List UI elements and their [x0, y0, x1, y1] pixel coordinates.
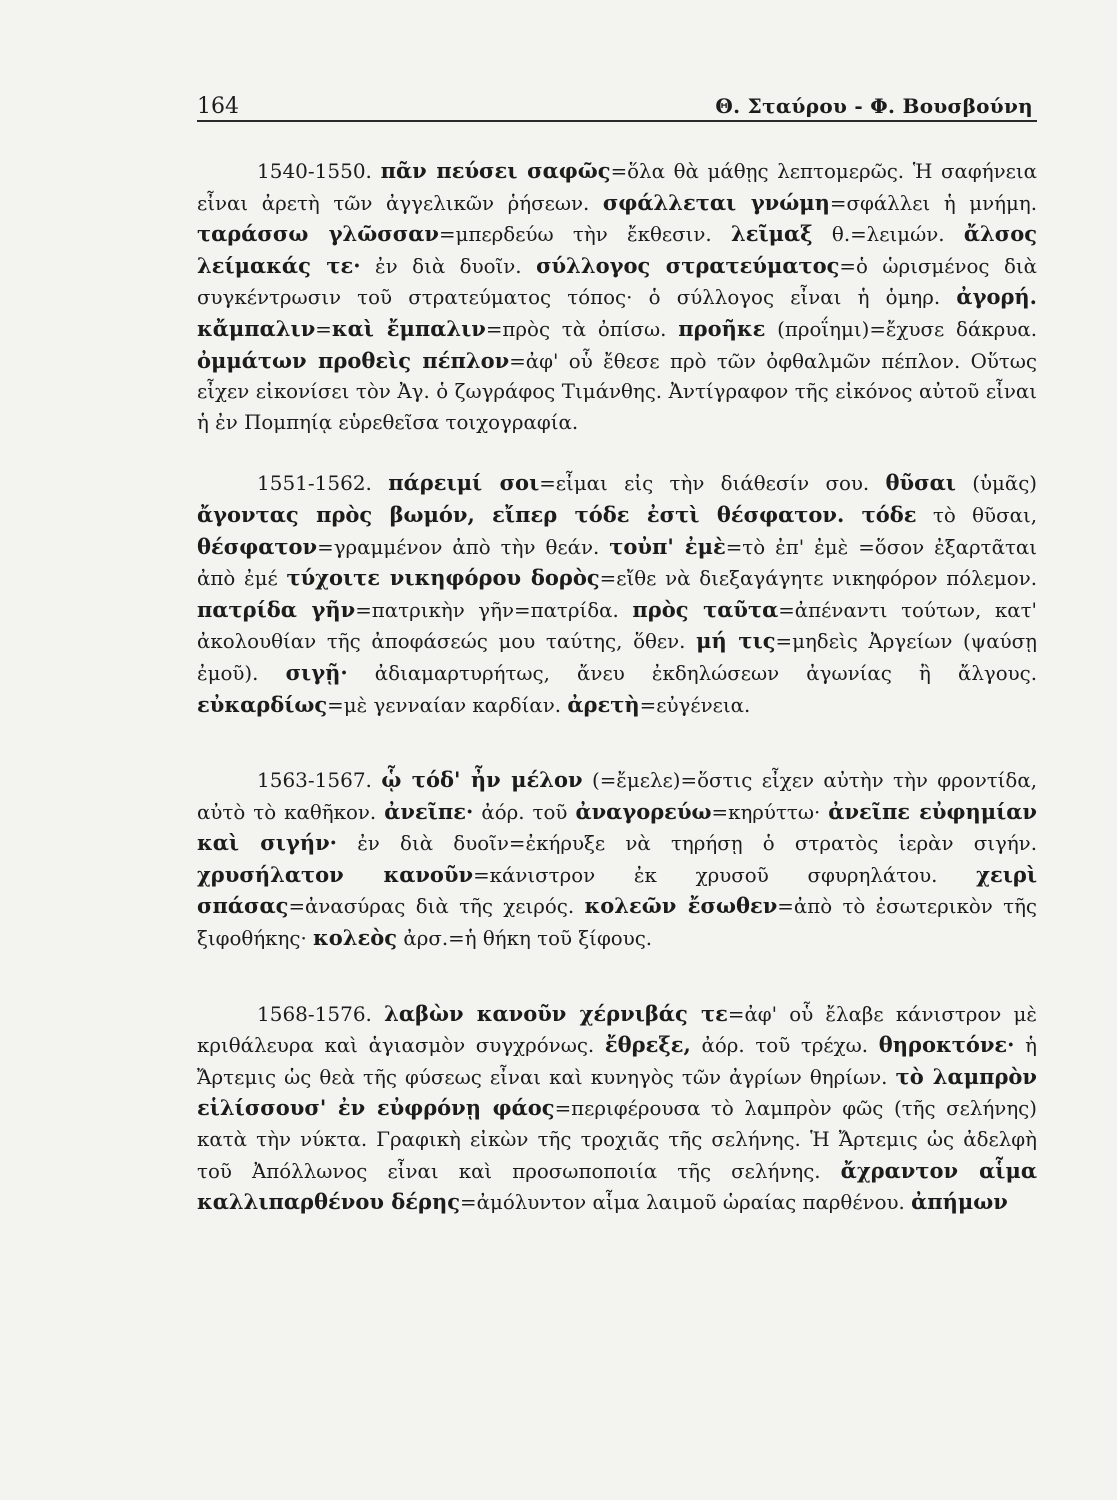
gloss: =ἀνασύρας διὰ τῆς χειρός. — [288, 895, 585, 919]
gloss: (ὑμᾶς) — [955, 472, 1038, 496]
gloss: ἡ Ἄρτεμις ὡς θεὰ τῆς φύσεως εἶναι καὶ κυνηγὸς τῶν ἀγρίων θηρίων. — [197, 1034, 1037, 1089]
gloss: ἀδιαμαρτυρήτως, ἄνευ ἐκδηλώσεων ἀγωνίας ἢ ἄλγους. — [347, 661, 1037, 685]
lemma: σύλλογος στρατεύματος — [536, 252, 840, 278]
commentary-paragraph — [197, 765, 1037, 955]
line-reference: 1540-1550. — [257, 159, 372, 183]
lemma: πρὸς ταῦτα — [632, 596, 779, 622]
lemma: λεῖμαξ — [731, 221, 813, 247]
lemma: ᾧ τόδ' ἦν μέλον — [381, 767, 583, 793]
lemma: ἀνεῖπε· — [384, 798, 474, 824]
lemma: ἀνεῖπε εὐφημίαν καὶ σιγήν· — [197, 798, 1037, 856]
running-head: Θ. Σταύρου - Φ. Βουσβούνη — [715, 94, 1033, 118]
lemma: θῦσαι — [885, 470, 956, 496]
lemma: κολεῶν ἔσωθεν — [584, 893, 778, 919]
gloss: =σφάλλει ἡ μνήμη. — [829, 191, 1037, 215]
lemma: τύχοιτε νικηφόρου δορὸς — [286, 565, 600, 591]
lemma: κολεὸς — [313, 925, 398, 951]
lemma: τὸ λαμπρὸν εἱλίσσουσ' ἐν εὐφρόνῃ φάος — [197, 1063, 1037, 1121]
gloss: =ἀφ' οὗ ἔθεσε πρὸ τῶν ὀφθαλμῶν πέπλον. Οὕτως εἶχεν εἰκονίσει τὸν Ἀγ. ὁ ζωγράφος Τιμάνθης. Ἀντίγραφον τῆς εἰκόνος αὐτοῦ εἶναι ἡ ἐν Πομπηίᾳ εὑρεθεῖσα τοιχογραφία. — [197, 349, 1037, 434]
page-header — [197, 86, 1037, 122]
gloss: =κάνιστρον ἐκ χρυσοῦ σφυρηλάτου. — [473, 863, 977, 887]
lemma: ἀναγορεύω — [575, 798, 712, 824]
lemma: ταράσσω γλῶσσαν — [197, 221, 439, 247]
lemma: ἔθρεξε, — [604, 1032, 691, 1058]
lemma: εὐκαρδίως — [197, 691, 328, 717]
lemma: πᾶν πεύσει σαφῶς — [380, 158, 611, 183]
gloss: =ἀπέναντι τούτων, κατ' ἀκολουθίαν τῆς ἀποφάσεώς μου ταύτης, ὅθεν. — [197, 598, 1037, 654]
commentary-body — [197, 156, 1037, 1219]
commentary-paragraph — [197, 468, 1037, 721]
gloss: =εὐγένεια. — [639, 693, 751, 717]
gloss: =περιφέρουσα τὸ λαμπρὸν φῶς (τῆς σελήνης) κατὰ τὴν νύκτα. Γραφικὴ εἰκὼν τῆς τροχιᾶς τῆς σελήνης. Ἡ Ἄρτεμις ὡς ἀδελφὴ τοῦ Ἀπόλλωνος εἶναι καὶ προσωποποιία τῆς σελήνης. — [197, 1097, 1037, 1183]
gloss: =πρὸς τὰ ὀπίσω. — [485, 317, 679, 341]
gloss: (=ἔμελε)=ὅστις εἶχεν αὐτὴν τὴν φροντίδα, αὐτὸ τὸ καθῆκον. — [197, 769, 1037, 824]
lemma: τοὐπ' ἐμὲ — [609, 533, 726, 559]
lemma: καὶ ἔμπαλιν — [331, 315, 486, 341]
lemma: ἀγορή. κἄμπαλιν — [197, 284, 1037, 341]
lemma: ἀπήμων — [911, 1189, 1008, 1215]
gloss: = — [315, 317, 332, 341]
gloss: =γραμμένον ἀπὸ τὴν θεάν. — [317, 535, 610, 559]
gloss: ἀρσ.=ἡ θήκη τοῦ ξίφους. — [397, 927, 653, 951]
gloss: =μὲ γενναίαν καρδίαν. — [327, 693, 568, 717]
commentary-paragraph — [197, 156, 1037, 438]
line-reference: 1568-1576. — [257, 1001, 372, 1026]
line-reference: 1551-1562. — [257, 471, 372, 496]
page-number: 164 — [197, 94, 239, 119]
lemma: σιγῇ· — [285, 659, 348, 685]
lemma: σφάλλεται γνώμη — [602, 189, 830, 215]
commentary-paragraph — [197, 999, 1037, 1219]
gloss: θ.=λειμών. — [812, 223, 964, 247]
gloss: =κηρύττω· — [711, 800, 829, 824]
lemma: προῆκε — [678, 315, 766, 341]
lemma: ἄγοντας πρὸς βωμόν, εἴπερ τόδε ἐστὶ θέσφατον. τόδε — [197, 501, 917, 527]
lemma: ὀμμάτων προθεὶς πέπλον — [197, 347, 510, 373]
gloss: =πατρικὴν γῆν=πατρίδα. — [355, 598, 633, 622]
lemma: θέσφατον — [197, 533, 318, 559]
gloss: =ἀφ' οὗ ἔλαβε κάνιστρον μὲ κριθάλευρα καὶ ἁγιασμὸν συγχρόνως. — [197, 1002, 1037, 1058]
gloss: (προΐημι)=ἔχυσε δάκρυα. — [765, 317, 1037, 341]
gloss: =ὅλα θὰ μάθῃς λεπτομερῶς. Ἡ σαφήνεια εἶναι ἀρετὴ τῶν ἀγγελικῶν ῥήσεων. — [197, 160, 1037, 215]
gloss: ἐν διὰ δυοῖν. — [360, 254, 537, 278]
lemma: ἄχραντον αἷμα καλλιπαρθένου δέρης — [197, 1157, 1037, 1215]
gloss: =ὁ ὡρισμένος διὰ συγκέντρωσιν τοῦ στρατεύματος τόπος· ὁ σύλλογος εἶναι ἡ ὁμηρ. — [197, 254, 1038, 310]
lemma: πάρειμί σοι — [388, 470, 540, 496]
gloss: ἀόρ. τοῦ — [473, 800, 576, 824]
gloss: =μπερδεύω τὴν ἔκθεσιν. — [438, 223, 731, 247]
gloss: =εἶμαι εἰς τὴν διάθεσίν σου. — [539, 472, 886, 496]
lemma: χρυσήλατον κανοῦν — [197, 861, 474, 887]
gloss: ἀόρ. τοῦ τρέχω. — [690, 1034, 879, 1058]
lemma: θηροκτόνε· — [878, 1032, 1015, 1058]
lemma: χειρὶ σπάσας — [197, 861, 1038, 919]
gloss: τὸ θῦσαι, — [916, 503, 1037, 527]
lemma: μή τις — [696, 628, 776, 654]
gloss: =τὸ ἐπ' ἐμὲ =ὅσον ἐξαρτᾶται ἀπὸ ἐμέ — [197, 535, 1038, 591]
lemma: ἀρετὴ — [567, 691, 640, 717]
gloss: ἐν διὰ δυοῖν=ἐκήρυξε νὰ τηρήσῃ ὁ στρατὸς ἱερὰν σιγήν. — [336, 832, 1037, 856]
lemma: ἄλσος λείμακάς τε· — [197, 221, 1037, 278]
lemma: λαβὼν κανοῦν χέρνιβάς τε — [384, 1000, 728, 1026]
gloss: =εἴθε νὰ διεξαγάγητε νικηφόρον πόλεμον. — [599, 567, 1038, 591]
gloss: =μηδεὶς Ἀργείων (ψαύσῃ ἐμοῦ). — [197, 630, 1037, 685]
line-reference: 1563-1567. — [257, 768, 372, 793]
lemma: πατρίδα γῆν — [197, 596, 356, 622]
gloss: =ἀπὸ τὸ ἐσωτερικὸν τῆς ξιφοθήκης· — [197, 895, 1038, 951]
gloss: =ἀμόλυντον αἷμα λαιμοῦ ὡραίας παρθένου. — [460, 1191, 912, 1215]
